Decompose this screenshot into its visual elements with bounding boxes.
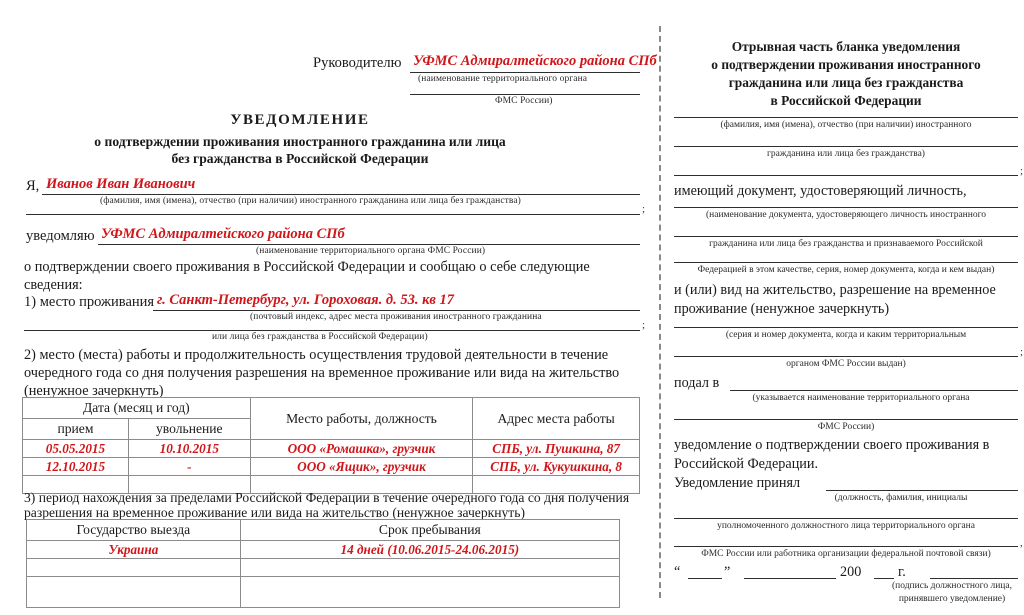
addressee-caption: (наименование территориального органа	[418, 74, 588, 84]
tearoff-doc-caption-3: Федерацией в этом качестве, серия, номер документа, когда и кем выдан)	[697, 265, 995, 275]
tearoff-fio-caption-2: гражданина или лица без гражданства)	[767, 149, 925, 159]
tearoff-notice-line2: Российской Федерации.	[674, 456, 819, 472]
item3-line2: разрешения на временное проживание или вида на жительство (ненужное зачеркнуть)	[24, 505, 525, 520]
confirm-text-line1: о подтверждении своего проживания в Российской Федерации и сообщаю о себе следующие	[24, 259, 590, 275]
tearoff-official-rule-3	[674, 546, 1018, 547]
tearoff-org-caption-2: ФМС России)	[817, 422, 875, 432]
tearoff-doc-rule-1	[674, 207, 1018, 208]
item1-address-value: г. Санкт-Петербург, ул. Гороховая. д. 53. кв 17	[157, 292, 455, 308]
notify-value: УФМС Адмиралтейского района СПб	[101, 226, 345, 242]
tearoff-accepted-rule	[826, 490, 1018, 491]
tearoff-fio-rule-1	[674, 117, 1018, 118]
work-th-date-group: Дата (месяц и год)	[23, 398, 251, 419]
declarant-semicolon: ;	[642, 203, 646, 215]
work-cell-address: СПБ, ул. Кукушкина, 8	[490, 458, 623, 474]
work-history-table	[22, 397, 640, 494]
abroad-periods-table	[26, 519, 620, 608]
signature-caption-2: принявшего уведомление)	[898, 594, 1006, 604]
item1-semicolon: ;	[642, 319, 646, 331]
tear-off-section	[668, 0, 1024, 615]
tearoff-series-rule-1	[674, 327, 1018, 328]
table-row	[23, 440, 640, 458]
tearoff-semicolon-1: ;	[1020, 165, 1024, 177]
declarant-label: Я,	[26, 178, 40, 194]
tearoff-fio-caption-1: (фамилия, имя (имена), отчество (при наличии) иностранного	[720, 120, 972, 130]
tearoff-official-caption-3: ФМС России или работника организации федеральной почтовой связи)	[701, 549, 991, 559]
work-cell-hire: 05.05.2015	[45, 440, 106, 456]
abroad-cell-period: 14 дней (10.06.2015-24.06.2015)	[340, 541, 520, 557]
date-year-suffix: г.	[898, 564, 906, 580]
date-year-blank[interactable]	[874, 578, 894, 579]
item2-line2: очередного года со дня получения разрешения на временное проживание или вида на жительство	[24, 365, 620, 381]
tearoff-doc-rule-3	[674, 262, 1018, 263]
declarant-rule-2	[26, 214, 640, 215]
date-year-prefix: 200	[840, 564, 862, 580]
tearoff-podal-label: подал в	[674, 375, 720, 391]
item2-line1: 2) место (места) работы и продолжительность осуществления трудовой деятельности в течение	[24, 347, 609, 363]
tearoff-title-line1: Отрывная часть бланка уведомления	[731, 39, 961, 54]
work-cell-fire: -	[187, 458, 192, 474]
tearoff-title-line3: гражданина или лица без гражданства	[728, 75, 964, 90]
tearoff-doc-caption-2: гражданина или лица без гражданства и признаваемого Российской	[709, 239, 983, 249]
tearoff-org-caption-1: (указывается наименование территориального органа	[752, 393, 970, 403]
tearoff-title-line2: о подтверждении проживания иностранного	[711, 57, 981, 72]
work-cell-fire: 10.10.2015	[159, 440, 219, 456]
notify-label: уведомляю	[26, 228, 95, 244]
work-table-header-row	[23, 398, 640, 419]
abroad-th-period: Срок пребывания	[240, 520, 619, 541]
abroad-th-country: Государство выезда	[27, 520, 241, 541]
addressee-rule-2	[410, 94, 640, 95]
item1-caption-2: или лица без гражданства в Российской Федерации)	[212, 332, 428, 342]
tearoff-comma-1: ,	[1020, 537, 1023, 549]
tearoff-series-caption-2: органом ФМС России выдан)	[786, 359, 906, 369]
work-th-fire: увольнение	[128, 419, 250, 440]
form-subtitle-line2: без гражданства в Российской Федерации	[171, 151, 429, 166]
tearoff-series-caption-1: (серия и номер документа, когда и каким территориальным	[725, 330, 967, 340]
date-quote-open: “	[674, 564, 681, 580]
tearoff-doc-caption-1: (наименование документа, удостоверяющего личность иностранного	[705, 210, 986, 220]
tearoff-official-caption-1: (должность, фамилия, инициалы	[834, 493, 968, 503]
addressee-label: Руководителю	[313, 55, 402, 71]
item1-caption: (почтовый индекс, адрес места проживания иностранного гражданина	[250, 312, 542, 322]
date-quote-close: ”	[724, 564, 731, 580]
work-cell-address: СПБ, ул. Пушкина, 87	[492, 440, 620, 456]
signature-rule[interactable]	[930, 578, 1018, 579]
tearoff-official-caption-2: уполномоченного должностного лица территориального органа	[717, 521, 975, 531]
work-th-hire: прием	[23, 419, 129, 440]
addressee-caption-2: ФМС России)	[495, 96, 553, 106]
form-title: УВЕДОМЛЕНИЕ	[230, 112, 370, 128]
tearoff-fio-rule-2	[674, 146, 1018, 147]
table-row	[27, 559, 620, 577]
tearoff-permit-line2: проживание (ненужное зачеркнуть)	[674, 301, 890, 317]
item2-line3: (ненужное зачеркнуть)	[24, 383, 164, 399]
abroad-table-header-row	[27, 520, 620, 541]
work-th-address: Адрес места работы	[473, 398, 640, 440]
work-cell-hire: 12.10.2015	[45, 458, 106, 474]
item1-rule-2	[24, 330, 640, 331]
tearoff-title-line4: в Российской Федерации	[770, 93, 922, 108]
table-row	[23, 458, 640, 476]
work-cell-place: ООО «Ящик», грузчик	[297, 458, 426, 474]
item1-rule	[153, 310, 640, 311]
tearoff-semicolon-2: ;	[1020, 346, 1024, 358]
confirm-text-line2: сведения:	[24, 277, 83, 293]
tearoff-series-rule-2	[674, 356, 1018, 357]
item1-label: 1) место проживания	[24, 294, 155, 310]
addressee-rule	[410, 72, 640, 73]
work-cell-place: ООО «Ромашка», грузчик	[287, 440, 436, 456]
declarant-rule	[42, 194, 640, 195]
notify-caption: (наименование территориального органа ФМС России)	[256, 246, 486, 256]
tearoff-notice-line1: уведомление о подтверждении своего проживания в	[674, 437, 990, 453]
tearoff-official-rule-2	[674, 518, 1018, 519]
tearoff-fio-rule-3	[674, 175, 1018, 176]
work-th-place: Место работы, должность	[250, 398, 473, 440]
abroad-cell-country: Украина	[108, 541, 159, 557]
form-subtitle-line1: о подтверждении проживания иностранного гражданина или лица	[94, 134, 506, 149]
date-month-blank[interactable]	[744, 578, 836, 579]
tearoff-podal-rule	[730, 390, 1018, 391]
signature-caption-1: (подпись должностного лица,	[892, 581, 1012, 591]
declarant-name-value: Иванов Иван Иванович	[46, 176, 196, 192]
tearoff-accepted-label: Уведомление принял	[674, 475, 801, 491]
table-row	[27, 577, 620, 608]
tearoff-doc-rule-2	[674, 236, 1018, 237]
tearoff-org-rule-2	[674, 419, 1018, 420]
declarant-caption: (фамилия, имя (имена), отчество (при наличии) иностранного гражданина или лица без гражданства)	[100, 196, 521, 206]
addressee-value: УФМС Адмиралтейского района СПб	[413, 53, 657, 69]
date-day-blank[interactable]	[688, 578, 722, 579]
tear-off-divider	[659, 26, 661, 598]
item3-line1: 3) период нахождения за пределами Российской Федерации в течение очередного года со дня получения	[24, 490, 630, 505]
tearoff-document-paragraph: имеющий документ, удостоверяющий личность,	[674, 183, 967, 199]
notify-rule	[98, 244, 640, 245]
tearoff-permit-line1: и (или) вид на жительство, разрешение на временное	[674, 282, 996, 298]
table-row	[27, 541, 620, 559]
